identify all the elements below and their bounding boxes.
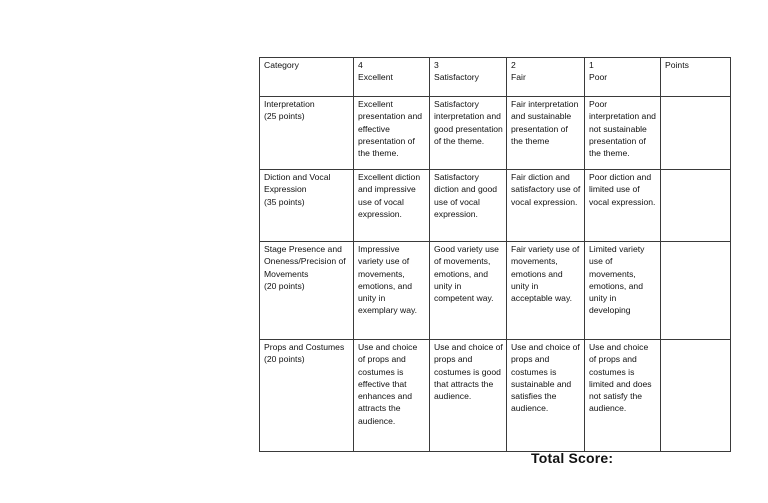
level-2-cell: Fair diction and satisfactory use of vocal expression. bbox=[507, 170, 585, 242]
header-points: Points bbox=[661, 58, 731, 97]
level-3-cell: Use and choice of props and costumes is good that attracts the audience. bbox=[430, 340, 507, 452]
points-cell bbox=[661, 242, 731, 340]
header-level-3: 3 Satisfactory bbox=[430, 58, 507, 97]
level-2-cell: Fair variety use of movements, emotions and unity in acceptable way. bbox=[507, 242, 585, 340]
table-row bbox=[260, 242, 731, 340]
table-row bbox=[260, 340, 731, 452]
points-cell bbox=[661, 340, 731, 452]
header-category: Category bbox=[260, 58, 354, 97]
rubric-table bbox=[259, 57, 731, 452]
level-1-cell: Use and choice of props and costumes is limited and does not satisfy the audience. bbox=[585, 340, 661, 452]
header-level-1: 1 Poor bbox=[585, 58, 661, 97]
table-row bbox=[260, 170, 731, 242]
points-cell bbox=[661, 170, 731, 242]
total-score-label: Total Score: bbox=[531, 450, 614, 466]
level-4-cell: Use and choice of props and costumes is effective that enhances and attracts the audience. bbox=[354, 340, 430, 452]
level-1-cell: Poor diction and limited use of vocal expression. bbox=[585, 170, 661, 242]
header-level-4: 4 Excellent bbox=[354, 58, 430, 97]
level-4-cell: Excellent diction and impressive use of vocal expression. bbox=[354, 170, 430, 242]
header-row bbox=[260, 58, 731, 97]
header-level-2: 2 Fair bbox=[507, 58, 585, 97]
points-cell bbox=[661, 97, 731, 170]
level-1-cell: Poor interpretation and not sustainable presentation of the theme. bbox=[585, 97, 661, 170]
level-3-cell: Satisfactory interpretation and good presentation of the theme. bbox=[430, 97, 507, 170]
level-3-cell: Satisfactory diction and good use of vocal expression. bbox=[430, 170, 507, 242]
level-1-cell: Limited variety use of movements, emotions, and unity in developing bbox=[585, 242, 661, 340]
category-cell: Stage Presence and Oneness/Precision of Movements (20 points) bbox=[260, 242, 354, 340]
category-cell: Interpretation (25 points) bbox=[260, 97, 354, 170]
category-cell: Diction and Vocal Expression (35 points) bbox=[260, 170, 354, 242]
level-2-cell: Fair interpretation and sustainable presentation of the theme bbox=[507, 97, 585, 170]
category-cell: Props and Costumes (20 points) bbox=[260, 340, 354, 452]
level-4-cell: Excellent presentation and effective presentation of the theme. bbox=[354, 97, 430, 170]
table-row bbox=[260, 97, 731, 170]
level-4-cell: Impressive variety use of movements, emotions, and unity in exemplary way. bbox=[354, 242, 430, 340]
level-2-cell: Use and choice of props and costumes is sustainable and satisfies the audience. bbox=[507, 340, 585, 452]
level-3-cell: Good variety use of movements, emotions, and unity in competent way. bbox=[430, 242, 507, 340]
